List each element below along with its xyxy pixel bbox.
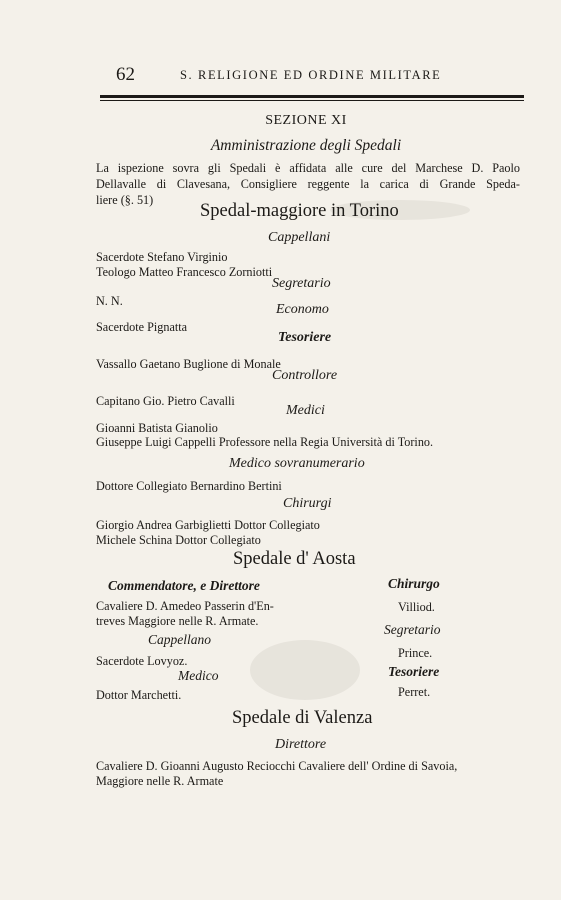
chirurgo-name: Giorgio Andrea Garbiglietti Dottor Collegiato [96,518,320,532]
aosta-tesoriere-name: Perret. [398,685,431,699]
section-subtitle: Amministrazione degli Spedali [210,137,402,154]
controllore-label: Controllore [272,368,338,383]
medico-sovrannumerario-name: Dottore Collegiato Bernardino Bertini [96,479,282,493]
cappellano-name: Teologo Matteo Francesco Zorniotti [96,265,273,279]
page-number: 62 [116,64,135,85]
segretario-name: N. N. [96,294,123,308]
intro-line: Dellavalle di Clavesana, Consigliere reggente la carica di Grande Speda- [96,177,520,191]
segretario-label: Segretario [272,276,331,291]
valenza-direttore-name: Cavaliere D. Gioanni Augusto Reciocchi Cavaliere dell' Ordine di Savoia, [96,759,458,773]
intro-line: liere (§. 51) [96,193,154,207]
section-title: SEZIONE XI [265,113,347,128]
aosta-medico-name: Dottor Marchetti. [96,688,182,702]
economo-name: Sacerdote Pignatta [96,320,188,334]
chirurghi-label: Chirurgi [283,496,332,511]
medico-name: Gioanni Batista Gianolio [96,421,218,435]
medico-sovrannumerario-label: Medico sovranumerario [229,456,365,471]
valenza-direttore-label: Direttore [275,737,327,752]
tesoriere-name: Vassallo Gaetano Buglione di Monale [96,357,281,371]
aosta-cappellano-label: Cappellano [148,632,211,647]
economo-label: Economo [276,302,329,317]
cappellano-name: Sacerdote Stefano Virginio [96,250,228,264]
scan-smudge [250,640,360,700]
aosta-heading: Spedale d' Aosta [233,549,356,569]
cappellani-label: Cappellani [268,230,331,245]
header-rule [100,95,524,98]
valenza-heading: Spedale di Valenza [232,708,373,728]
aosta-segretario-label: Segretario [384,622,441,637]
medico-name: Giuseppe Luigi Cappelli Professore nella Regia Università di Torino. [96,435,434,449]
commendatore-label: Commendatore, e Direttore [108,578,260,593]
aosta-medico-label: Medico [178,668,219,683]
aosta-cappellano-name: Sacerdote Lovyoz. [96,654,188,668]
commendatore-name: treves Maggiore nelle R. Armate. [96,614,259,628]
medici-label: Medici [286,403,325,418]
header-rule-thin [100,100,524,101]
chirurgo-name: Michele Schina Dottor Collegiato [96,533,261,547]
torino-heading: Spedal-maggiore in Torino [200,201,399,221]
aosta-chirurgo-label: Chirurgo [388,576,440,591]
commendatore-name: Cavaliere D. Amedeo Passerin d'En- [96,599,274,613]
aosta-chirurgo-name: Villiod. [398,600,435,614]
intro-line: La ispezione sovra gli Spedali è affidata alle cure del Marchese D. Paolo [96,161,520,175]
tesoriere-label: Tesoriere [278,330,332,345]
valenza-direttore-name: Maggiore nelle R. Armate [96,774,224,788]
running-title: S. RELIGIONE ED ORDINE MILITARE [180,68,442,82]
aosta-tesoriere-label: Tesoriere [388,664,440,679]
controllore-name: Capitano Gio. Pietro Cavalli [96,394,235,408]
aosta-segretario-name: Prince. [398,646,433,660]
